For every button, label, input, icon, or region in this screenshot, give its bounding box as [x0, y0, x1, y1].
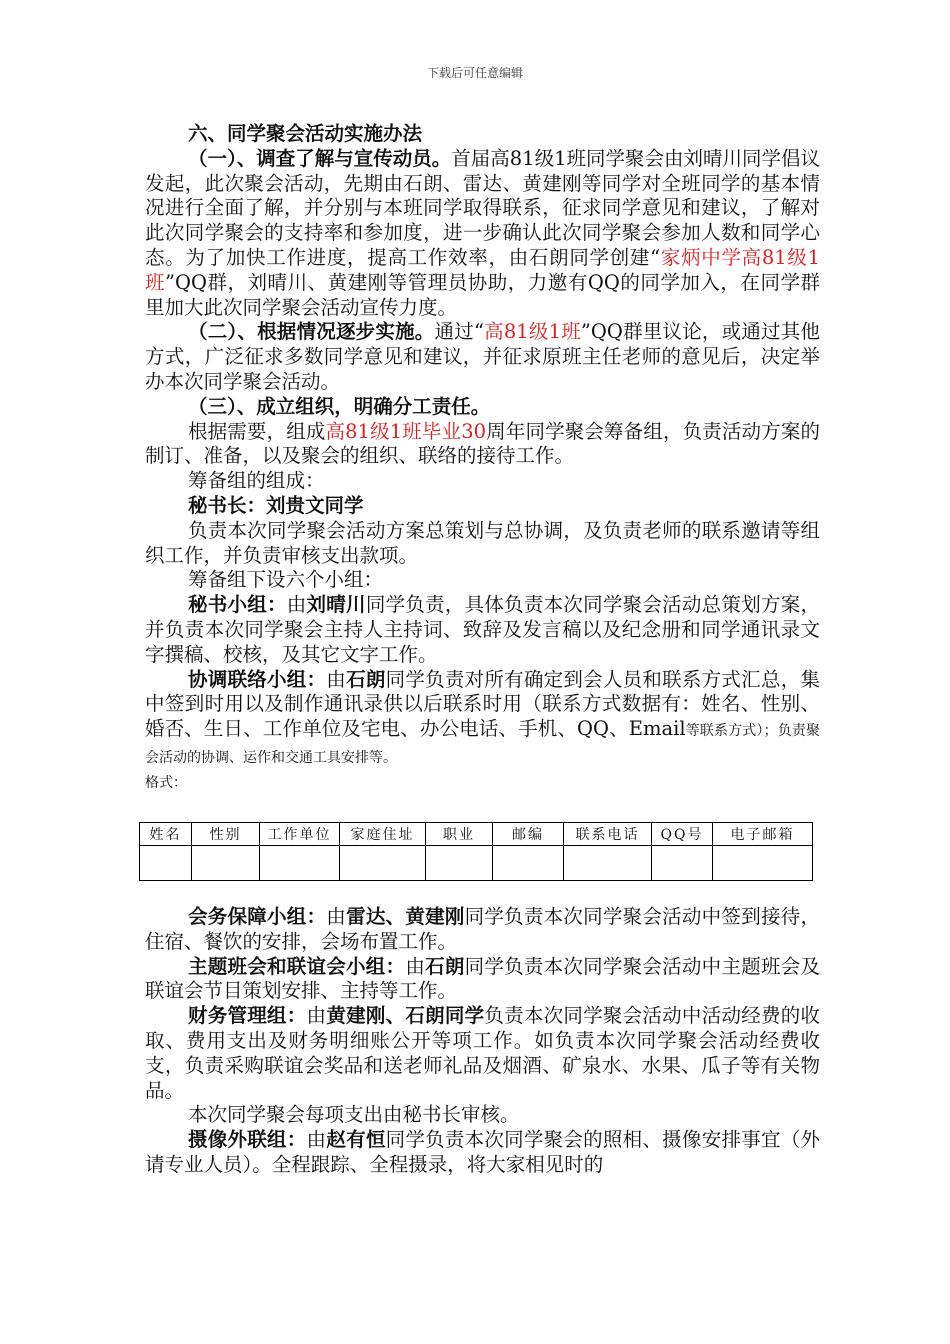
table-header-cell: 联系电话 — [564, 823, 652, 846]
person-name: 雷达、黄建刚 — [346, 905, 465, 928]
person-name: 赵有恒 — [326, 1128, 386, 1152]
person-name: 黄建刚、石朗同学 — [326, 1004, 485, 1028]
paragraph-heading: （一）、调查了解与宣传动员。 — [188, 146, 452, 170]
table-cell — [260, 846, 340, 881]
table-cell — [652, 846, 713, 881]
paragraph-program-group — [145, 955, 820, 1005]
table-cell — [192, 846, 260, 881]
paragraph-expense-review: 本次同学聚会每项支出由秘书长审核。 — [188, 1103, 520, 1127]
paragraph-committee-composition: 筹备组的组成： — [188, 469, 325, 493]
table-header-cell: QQ号 — [652, 823, 713, 846]
table-header-cell: 电子邮箱 — [713, 823, 813, 846]
paragraph-text: 根据需要，组成 — [188, 419, 326, 443]
table-header-cell: 姓名 — [140, 823, 192, 846]
paragraph-text: 由 — [306, 1004, 327, 1028]
table-header-cell: 性别 — [192, 823, 260, 846]
table-header-cell: 家庭住址 — [340, 823, 426, 846]
paragraph-secretary-duty: 负责本次同学聚会活动方案总策划与总协调，及负责老师的联系邀请等组织工作，并负责审核支出款项。 — [145, 518, 820, 567]
paragraph-text: ”QQ群里议论，或通过其他方式，广泛征求多数同学意见和建议，并征求原班主任老师的意见后，决定举办本次同学聚会活动。 — [145, 320, 820, 393]
table-cell — [713, 846, 813, 881]
paragraph-secretariat-group — [145, 593, 820, 667]
format-label: 格式： — [145, 774, 187, 791]
document-body-continued — [145, 905, 820, 1178]
paragraph-heading: 摄像外联组： — [188, 1128, 307, 1152]
paragraph-text: 同学负责对所有确定到会人员和联系方式汇总，集中签到时用以及制作通讯录供以后联系时用（联系方式数据有：姓名、性别、婚否、生日、工作单位及宅电、办公电话、手机、QQ、Email — [145, 667, 820, 741]
paragraph-text: 负责本次同学聚会活动中活动经费的收取、费用支出及财务明细账公开等项工作。如负责本次同学聚会活动经费收支，负责采购联谊会奖品和送老师礼品及烟酒、矿泉水、水果、瓜子等有关物品。 — [145, 1004, 820, 1102]
paragraph-text: 由 — [306, 1128, 327, 1152]
paragraph-heading-organization: （三）、成立组织，明确分工责任。 — [188, 394, 491, 418]
paragraph-heading: 会务保障小组： — [188, 905, 327, 928]
table-cell — [564, 846, 652, 881]
paragraph-finance-group — [145, 1004, 820, 1103]
paragraph-text: ”QQ群，刘晴川、黄建刚等管理员协助，力邀有QQ的同学加入，在同学群里加大此次同学聚会活动宣传力度。 — [145, 270, 820, 319]
paragraph-text: 通过“ — [434, 320, 484, 344]
paragraph-text: 首届高81级1班同学聚会由刘晴川同学倡议发起，此次聚会活动，先期由石朗、雷达、黄建刚等同学对全班同学的基本情况进行全面了解，并分别与本班同学取得联系，征求同学意见和建议，了解对此次同学聚会的支持率和参加度，进一步确认此次同学聚会参加人数和同学心态。为了加快工作进度，提高工作效率，由石朗同学创建“ — [145, 146, 820, 269]
person-name: 石朗 — [346, 667, 386, 691]
table-header-cell: 工作单位 — [260, 823, 340, 846]
page-header: 下载后可任意编辑 — [426, 66, 523, 80]
paragraph-groups: 筹备组下设六个小组： — [188, 568, 384, 592]
paragraph-text: 周年同学聚会筹备组，负责活动方案的制订、准备，以及聚会的组织、联络的接待工作。 — [145, 419, 820, 468]
paragraph-heading: 财务管理组： — [188, 1004, 307, 1028]
highlight-text: 高81级1班毕业30 — [325, 419, 487, 443]
highlight-text: 高81级1班 — [483, 320, 581, 344]
document-body — [145, 122, 820, 793]
paragraph-heading: 秘书小组： — [188, 593, 287, 617]
paragraph-text: 同学负责，具体负责本次同学聚会活动总策划方案，并负责本次同学聚会主持人主持词、致辞及发言稿以及纪念册和同学通讯录文字撰稿、校核，及其它文字工作。 — [145, 593, 820, 666]
paragraph-heading: （二）、根据情况逐步实施。 — [188, 320, 435, 344]
paragraph-text: 同学负责本次同学聚会活动中签到接待，住宿、餐饮的安排，会场布置工作。 — [145, 905, 820, 953]
paragraph-photo-group — [145, 1128, 820, 1178]
paragraph-liaison-group — [145, 668, 820, 771]
contact-format-table — [139, 822, 813, 881]
paragraph-heading: 主题班会和联谊会小组： — [188, 954, 406, 978]
paragraph-text: 由 — [286, 593, 307, 617]
paragraph-investigation — [145, 147, 820, 321]
table-header-row — [140, 823, 813, 846]
table-cell — [426, 846, 493, 881]
paragraph-text: 由 — [326, 905, 347, 928]
paragraph-heading: 协调联络小组： — [188, 667, 327, 691]
paragraph-text: 由 — [326, 667, 347, 691]
table-cell — [493, 846, 564, 881]
paragraph-text: 同学负责本次同学聚会的照相、摄像安排事宜（外请专业人员）。全程跟踪、全程摄录，将大家相见时的 — [145, 1128, 820, 1176]
table-header-cell: 邮编 — [493, 823, 564, 846]
paragraph-committee — [145, 420, 820, 470]
table-row — [140, 846, 813, 881]
paragraph-secretary-general: 秘书长：刘贵文同学 — [188, 493, 364, 517]
person-name: 石朗 — [425, 954, 465, 978]
person-name: 刘晴川 — [306, 593, 366, 617]
paragraph-implementation — [145, 320, 820, 394]
highlight-text: 家炳中学高81级1班 — [145, 245, 820, 294]
paragraph-text: 同学负责本次同学聚会活动中主题班会及联谊会节目策划安排、主持等工作。 — [145, 954, 820, 1003]
section-title: 六、同学聚会活动实施办法 — [188, 122, 423, 145]
small-text: 等联系方式）；负责聚会活动的协调、运作和交通工具安排等。 — [145, 723, 820, 766]
paragraph-text: 由 — [405, 954, 426, 978]
table-header-cell: 职业 — [426, 823, 493, 846]
table-cell — [340, 846, 426, 881]
paragraph-logistics-group — [145, 905, 820, 955]
table-cell — [140, 846, 192, 881]
